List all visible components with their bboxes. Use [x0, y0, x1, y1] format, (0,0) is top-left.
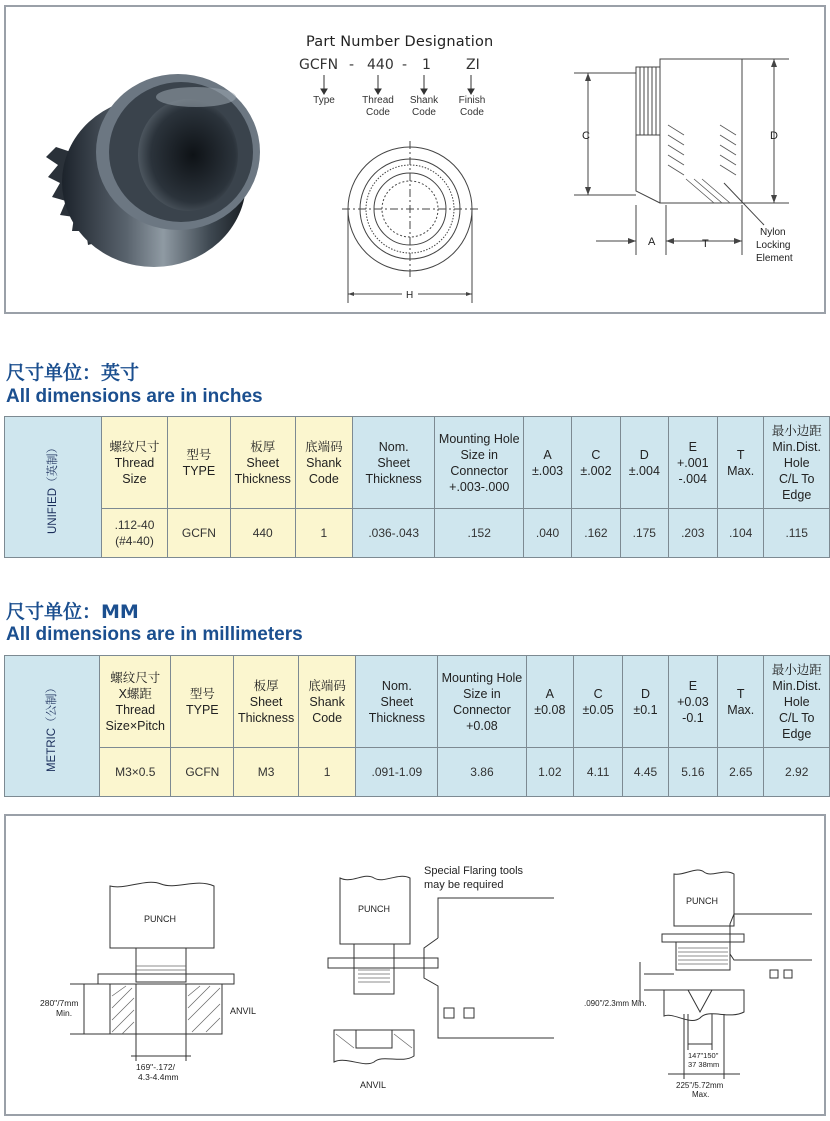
unified-data-cell: .112-40 (#4-40): [102, 509, 168, 558]
metric-data-cell: 4.11: [574, 748, 623, 797]
metric-header-cell: A ±0.08: [526, 656, 574, 748]
unified-header-cell: A ±.003: [524, 417, 572, 509]
unified-data-cell: 440: [230, 509, 295, 558]
unified-header-cell: 最小边距 Min.Dist. Hole C/L To Edge: [764, 417, 830, 509]
metric-header-cell: 型号 TYPE: [171, 656, 234, 748]
unified-header-row: [5, 417, 830, 509]
metric-data-cell: GCFN: [171, 748, 234, 797]
metric-data-cell: 2.92: [764, 748, 830, 797]
unified-header-cell: T Max.: [717, 417, 764, 509]
metric-header-cell: E +0.03 -0.1: [668, 656, 717, 748]
unified-header-cell: Mounting Hole Size in Connector +.003-.000: [435, 417, 524, 509]
unified-heading-cn: 尺寸单位：英寸: [6, 362, 140, 384]
code-thread: 440: [367, 57, 394, 73]
fig3-inner-label-1: 147"150": [688, 1051, 719, 1060]
fig3-punch-label: PUNCH: [686, 896, 719, 906]
fig3-max-label-2: Max.: [692, 1090, 710, 1099]
unified-data-cell: .175: [620, 509, 668, 558]
fig2-note-2: may be required: [424, 879, 504, 891]
unified-heading-en: All dimensions are in inches: [6, 386, 263, 407]
metric-data-cell: 1: [298, 748, 355, 797]
metric-header-cell: T Max.: [718, 656, 764, 748]
section-view-drawing: [574, 55, 814, 265]
dim-t: T: [702, 238, 709, 250]
dim-c: C: [582, 130, 590, 142]
installation-figure-1: [26, 856, 286, 1096]
metric-heading-cn: 尺寸单位：MM: [6, 601, 139, 623]
metric-header-cell: 板厚 Sheet Thickness: [234, 656, 299, 748]
fig3-inner-label-2: 37 38mm: [688, 1060, 720, 1069]
unified-header-cell: E +.001 -.004: [668, 417, 717, 509]
product-photo: [46, 57, 276, 277]
label-type: Type: [313, 95, 335, 106]
metric-data-cell: 5.16: [668, 748, 717, 797]
metric-data-row: [5, 748, 830, 797]
unified-data-cell: .152: [435, 509, 524, 558]
code-dash-2: -: [402, 57, 408, 73]
metric-header-cell: Nom. Sheet Thickness: [356, 656, 438, 748]
metric-header-cell: 最小边距 Min.Dist. Hole C/L To Edge: [764, 656, 830, 748]
fig2-anvil-label: ANVIL: [360, 1080, 387, 1090]
code-type: GCFN: [299, 57, 339, 73]
code-dash-1: -: [349, 57, 355, 73]
fig3-min-label: .090"/2.3mm Min.: [584, 999, 647, 1008]
fig1-anvil-label: ANVIL: [230, 1006, 257, 1016]
unified-header-cell: 底端码 Shank Code: [295, 417, 353, 509]
metric-header-cell: 螺纹尺寸 X螺距 Thread Size×Pitch: [100, 656, 171, 748]
code-finish: ZI: [466, 57, 480, 73]
designation-arrows: [306, 73, 486, 97]
unified-header-cell: C ±.002: [571, 417, 620, 509]
unified-data-cell: .115: [764, 509, 830, 558]
unified-data-cell: 1: [295, 509, 353, 558]
unified-header-cell: 螺纹尺寸 Thread Size: [102, 417, 168, 509]
metric-data-cell: 1.02: [526, 748, 574, 797]
metric-data-cell: M3×0.5: [100, 748, 171, 797]
metric-header-cell: 底端码 Shank Code: [298, 656, 355, 748]
unified-header-cell: 板厚 Sheet Thickness: [230, 417, 295, 509]
metric-spec-table: [4, 655, 830, 797]
unified-data-row: [5, 509, 830, 558]
metric-data-cell: M3: [234, 748, 299, 797]
metric-side-label: METRIC（公制）: [5, 656, 100, 797]
unified-header-cell: D ±.004: [620, 417, 668, 509]
nylon-label-3: Element: [756, 253, 793, 264]
end-view-drawing: [336, 137, 486, 307]
metric-header-cell: Mounting Hole Size in Connector +0.08: [438, 656, 526, 748]
metric-heading-en: All dimensions are in millimeters: [6, 624, 303, 645]
fig1-min-label-1: 280"/7mm: [40, 998, 79, 1008]
label-thread-code: Thread Code: [362, 95, 394, 118]
unified-header-cell: 型号 TYPE: [167, 417, 230, 509]
metric-data-cell: 4.45: [623, 748, 669, 797]
metric-data-cell: 3.86: [438, 748, 526, 797]
nylon-label-1: Nylon: [760, 227, 786, 238]
unified-data-cell: .036-.043: [353, 509, 435, 558]
metric-header-row: [5, 656, 830, 748]
code-shank: 1: [422, 57, 431, 73]
label-finish-code: Finish Code: [458, 95, 486, 118]
unified-spec-table: [4, 416, 830, 558]
unified-side-label: UNIFIED（英制）: [5, 417, 102, 558]
unified-data-cell: GCFN: [167, 509, 230, 558]
dim-a: A: [648, 236, 656, 248]
product-overview-panel: [4, 5, 826, 314]
fig1-hole-label-1: 169"-.172/: [136, 1062, 175, 1072]
nylon-label-2: Locking: [756, 240, 791, 251]
fig2-punch-label: PUNCH: [358, 904, 391, 914]
unified-data-cell: .203: [668, 509, 717, 558]
installation-panel: [4, 814, 826, 1116]
fig3-max-label-1: 225"/5.72mm: [676, 1081, 724, 1090]
unified-header-cell: Nom. Sheet Thickness: [353, 417, 435, 509]
part-number-title: Part Number Designation: [306, 34, 494, 50]
label-shank-code: Shank Code: [409, 95, 439, 118]
metric-header-cell: C ±0.05: [574, 656, 623, 748]
installation-figure-3: [584, 864, 814, 1104]
fig2-note-1: Special Flaring tools: [424, 865, 524, 877]
fig1-hole-label-2: 4.3-4.4mm: [138, 1072, 179, 1082]
fig1-min-label-2: Min.: [56, 1008, 73, 1018]
fig1-punch-label: PUNCH: [144, 914, 177, 924]
dim-d: D: [770, 130, 778, 142]
unified-data-cell: .040: [524, 509, 572, 558]
metric-data-cell: 2.65: [718, 748, 764, 797]
unified-data-cell: .162: [571, 509, 620, 558]
metric-header-cell: D ±0.1: [623, 656, 669, 748]
dim-h: H: [406, 290, 414, 301]
metric-data-cell: .091-1.09: [356, 748, 438, 797]
unified-data-cell: .104: [717, 509, 764, 558]
installation-figure-2: [314, 858, 554, 1108]
